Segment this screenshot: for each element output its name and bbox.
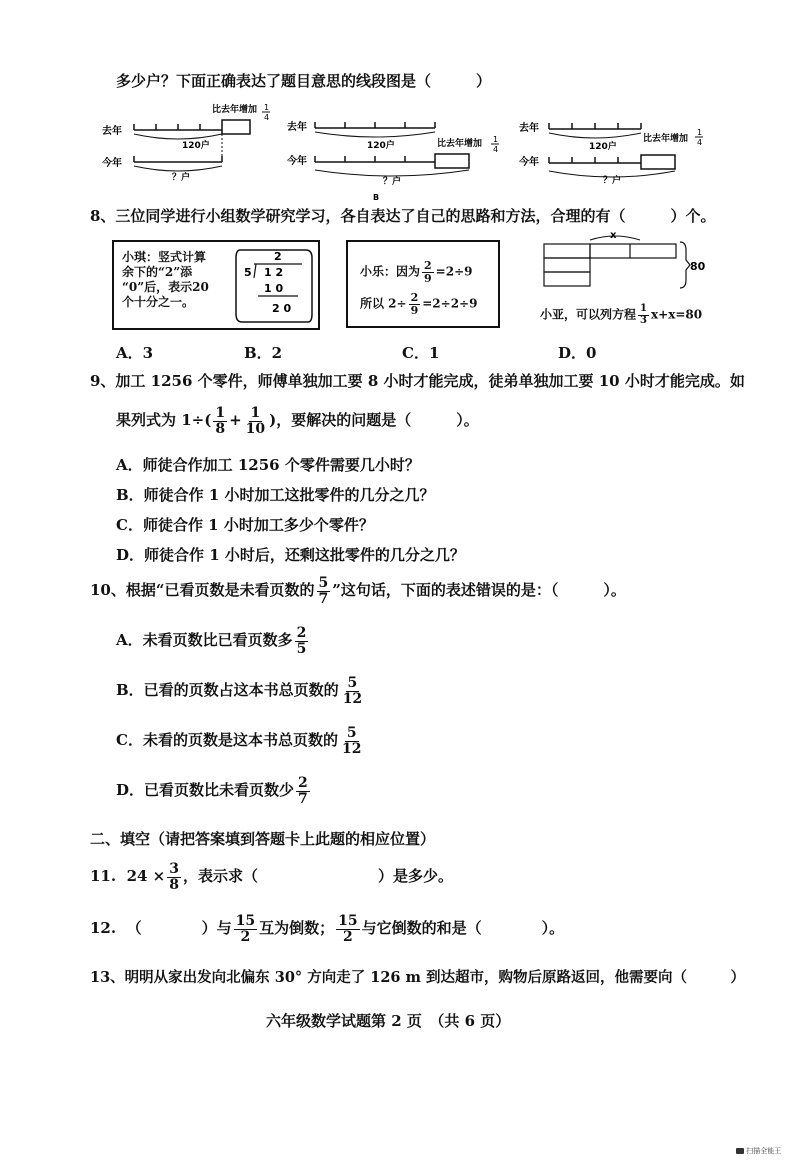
svg-text:1 2: 1 2 <box>264 266 284 279</box>
svg-text:80: 80 <box>690 260 706 273</box>
section-2-title: 二、填空（请把答案填到答题卡上此题的相应位置） <box>90 830 436 848</box>
svg-text:4: 4 <box>697 138 703 147</box>
svg-text:2: 2 <box>274 250 282 263</box>
svg-text:比去年增加: 比去年增加 <box>643 134 689 144</box>
diagram-a-last-year: 去年 <box>102 126 122 137</box>
q9-line2: 果列式为 1÷( $\frac{1}{8}$ + $\frac{1}{10}$ )，要解决的问题是（ ）。 <box>116 405 479 437</box>
svg-text:去年: 去年 <box>519 123 539 134</box>
page-footer: 六年级数学试题第 2 页 （共 6 页） <box>266 1012 511 1030</box>
svg-text:1 0: 1 0 <box>264 282 284 295</box>
q8-box-xiaoqi: 小琪：竖式计算 余下的“2”添 “0”后，表示20 个十分之一。 2 5 1 2 1 0 2 0 <box>112 240 320 330</box>
q8-option-c[interactable]: C．1 <box>402 344 440 362</box>
svg-text:5: 5 <box>244 266 252 279</box>
svg-text:1: 1 <box>264 103 270 112</box>
q7-diagram-b <box>285 110 515 205</box>
long-division <box>232 244 316 326</box>
scanner-watermark: 扫描全能王 <box>736 1146 781 1156</box>
svg-text:120户: 120户 <box>367 141 395 151</box>
diagram-a-increase: 比去年增加 <box>212 105 258 115</box>
svg-text:？户: ？户 <box>172 173 191 183</box>
diagram-a-this-year: 今年 <box>102 158 122 169</box>
q11: 11. 24 × $\frac{3}{8}$ ，表示求（ ）是多少。 <box>90 861 453 893</box>
scanner-logo-icon <box>736 1148 744 1154</box>
q8-option-b[interactable]: B．2 <box>244 344 283 362</box>
svg-text:x: x <box>610 230 617 241</box>
svg-text:？户: ？户 <box>603 176 622 186</box>
q13-text: 13、明明从家出发向北偏东 30° 方向走了 126 m 到达超市，购物后原路返回，他需要向（ ） <box>90 969 745 986</box>
q9-option-d[interactable]: D．师徒合作 1 小时后，还剩这批零件的几分之几？ <box>116 546 465 564</box>
svg-text:1: 1 <box>493 135 499 144</box>
q9-option-b[interactable]: B．师徒合作 1 小时加工这批零件的几分之几？ <box>116 486 435 504</box>
svg-text:120户: 120户 <box>589 142 617 152</box>
q10-option-d[interactable]: D．已看页数比未看页数少 $\frac{2}{7}$ <box>116 775 308 807</box>
q9-option-a[interactable]: A．师徒合作加工 1256 个零件需要几小时？ <box>116 456 420 474</box>
q7-text: 多少户？下面正确表达了题目意思的线段图是（ ） <box>116 72 492 90</box>
q9-line1: 9、加工 1256 个零件，师傅单独加工要 8 小时才能完成，徒弟单独加工要 10 小时才能完成。如 <box>90 372 745 390</box>
q10-option-c[interactable]: C．未看的页数是这本书总页数的 $\frac{5}{12}$ <box>116 725 362 757</box>
diagram-b-letter: B <box>373 193 380 202</box>
svg-text:4: 4 <box>493 145 499 154</box>
bar-model-diagram <box>540 230 710 296</box>
q9-option-c[interactable]: C．师徒合作 1 小时加工多少个零件？ <box>116 516 374 534</box>
svg-text:1: 1 <box>697 128 703 137</box>
svg-text:？户: ？户 <box>383 177 402 187</box>
q7-diagram-c <box>515 115 715 190</box>
svg-text:今年: 今年 <box>287 156 307 167</box>
q12: 12. （ ）与 $\frac{15}{2}$ 互为倒数； $\frac{15}{2}$ 与它倒数的和是（ ）。 <box>90 913 565 945</box>
q10-text: 10、根据“已看页数是未看页数的 $\frac{5}{7}$ ”这句话，下面的表述错误的是：（ ）。 <box>90 575 626 607</box>
svg-text:2 0: 2 0 <box>272 302 292 315</box>
q8-box-xiaole: 小乐：因为 $\frac{2}{9}$ =2÷9 所以 2÷ $\frac{2}{9}$ =2÷2÷9 <box>346 240 500 328</box>
q10-option-a[interactable]: A．未看页数比已看页数多 $\frac{2}{5}$ <box>116 625 307 657</box>
svg-text:120户: 120户 <box>182 141 210 151</box>
svg-text:今年: 今年 <box>519 157 539 168</box>
q8-option-d[interactable]: D．0 <box>558 344 597 362</box>
svg-text:去年: 去年 <box>287 122 307 133</box>
q8-option-a[interactable]: A．3 <box>116 344 154 362</box>
q8-box-xiaoya: x 80 小亚，可以列方程 $\frac{1}{3}$ x+x=80 <box>540 230 710 330</box>
q7-diagram-a <box>100 100 300 190</box>
q10-option-b[interactable]: B．已看的页数占这本书总页数的 $\frac{5}{12}$ <box>116 675 363 707</box>
svg-text:4: 4 <box>264 113 270 122</box>
q8-text: 8、三位同学进行小组数学研究学习，各自表达了自己的思路和方法，合理的有（ ）个。 <box>90 207 716 225</box>
svg-text:比去年增加: 比去年增加 <box>437 139 483 149</box>
